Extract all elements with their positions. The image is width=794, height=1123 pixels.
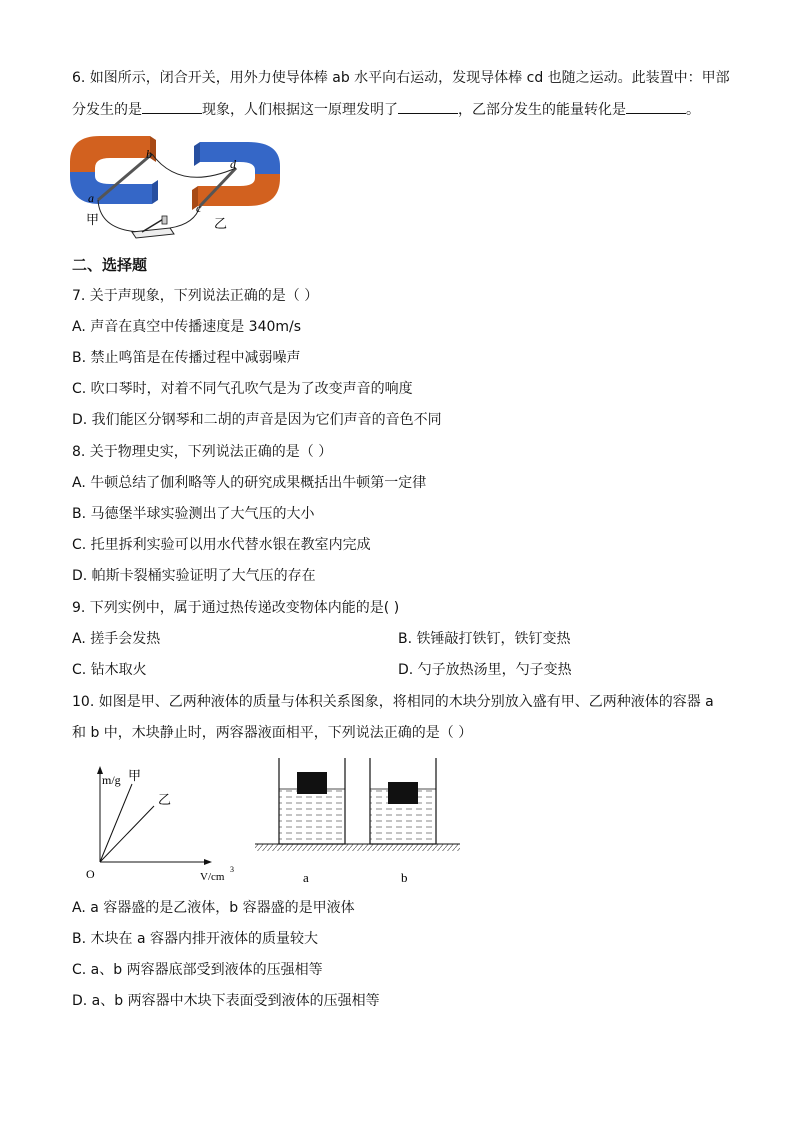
q6-text-a: 分发生的是 (72, 102, 142, 118)
graph-origin: O (86, 867, 95, 881)
q7-option-a: A. 声音在真空中传播速度是 340m/s (72, 319, 302, 335)
q6-blank-2 (398, 99, 458, 114)
q8-option-b: B. 马德堡半球实验测出了大气压的大小 (72, 506, 315, 522)
q9-option-b: B. 铁锤敲打铁钉，铁钉变热 (398, 631, 571, 647)
q10-option-a: A. a 容器盛的是乙液体，b 容器盛的是甲液体 (72, 900, 355, 916)
section-title: 二、选择题 (72, 256, 148, 274)
q6-text-c: ，乙部分发生的能量转化是 (458, 102, 626, 118)
q6-magnet-figure (70, 132, 285, 242)
q6-line1: 6. 如图所示，闭合开关，用外力使导体棒 ab 水平向右运动，发现导体棒 cd 也随之运动。此装置中：甲部 (72, 70, 730, 86)
q6-text-d: 。 (686, 102, 700, 118)
q8-stem: 8. 关于物理史实，下列说法正确的是（ ） (72, 444, 333, 460)
q7-option-b: B. 禁止鸣笛是在传播过程中减弱噪声 (72, 350, 301, 366)
q7-option-d: D. 我们能区分钢琴和二胡的声音是因为它们声音的音色不同 (72, 412, 442, 428)
block-a (297, 772, 327, 794)
graph-line-jia: 甲 (128, 768, 142, 783)
label-b: b (146, 147, 152, 161)
q8-option-d: D. 帕斯卡裂桶实验证明了大气压的存在 (72, 568, 316, 584)
q10-containers (255, 758, 463, 888)
graph-line-yi: 乙 (158, 792, 172, 807)
q9-option-a: A. 搓手会发热 (72, 631, 161, 647)
q10-option-d: D. a、b 两容器中木块下表面受到液体的压强相等 (72, 993, 380, 1009)
q10-mass-volume-graph (82, 762, 242, 887)
q7-option-c: C. 吹口琴时，对着不同气孔吹气是为了改变声音的响度 (72, 381, 413, 397)
graph-xlabel-sup: 3 (230, 865, 234, 874)
block-b (388, 782, 418, 804)
q6-blank-1 (142, 99, 202, 114)
label-yi: 乙 (214, 216, 228, 231)
graph-xlabel: V/cm (200, 871, 225, 883)
q9-option-c: C. 钻木取火 (72, 662, 147, 678)
q10-option-c: C. a、b 两容器底部受到液体的压强相等 (72, 962, 323, 978)
q7-stem: 7. 关于声现象，下列说法正确的是（ ） (72, 288, 319, 304)
q8-option-a: A. 牛顿总结了伽利略等人的研究成果概括出牛顿第一定律 (72, 475, 427, 491)
q6-blank-3 (626, 99, 686, 114)
label-a: a (88, 191, 94, 205)
container-b (370, 758, 436, 844)
q9-stem: 9. 下列实例中，属于通过热传递改变物体内能的是( ) (72, 600, 400, 616)
q9-option-d: D. 勺子放热汤里，勺子变热 (398, 662, 572, 678)
container-label-a: a (303, 870, 309, 885)
label-c: c (196, 201, 202, 215)
q10-line1: 10. 如图是甲、乙两种液体的质量与体积关系图象，将相同的木块分别放入盛有甲、乙两种液体的容器 a (72, 694, 714, 710)
q10-option-b: B. 木块在 a 容器内排开液体的质量较大 (72, 931, 318, 947)
q10-line2: 和 b 中，木块静止时，两容器液面相平，下列说法正确的是（ ） (72, 725, 473, 741)
graph-ylabel: m/g (102, 773, 121, 787)
q6-line2 (72, 99, 700, 120)
label-d: d (230, 157, 236, 171)
container-a (279, 758, 345, 844)
switch (132, 216, 174, 238)
q8-option-c: C. 托里拆利实验可以用水代替水银在教室内完成 (72, 537, 371, 553)
q6-text-b: 现象，人们根据这一原理发明了 (202, 102, 398, 118)
left-magnet (70, 136, 158, 204)
label-jia: 甲 (86, 212, 100, 227)
container-label-b: b (401, 870, 408, 885)
